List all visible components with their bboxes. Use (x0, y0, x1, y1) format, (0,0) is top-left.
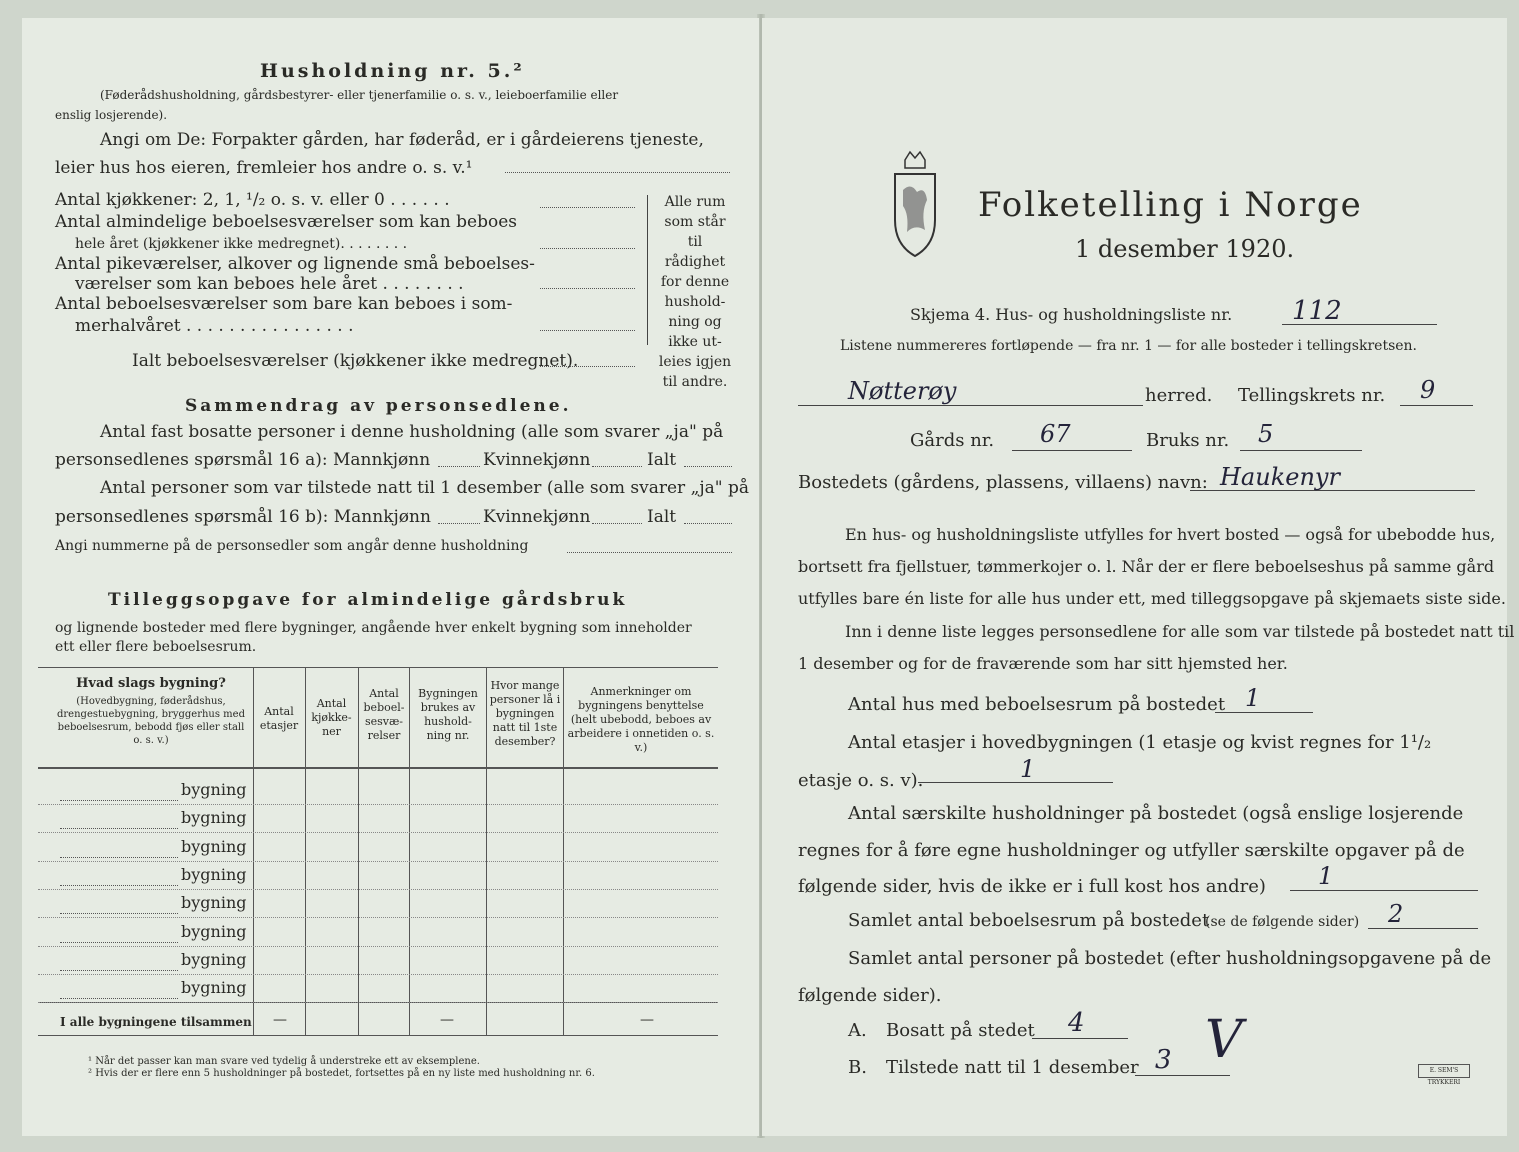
table-bottom-border (38, 1035, 718, 1036)
houses-label: Antal hus med beboelsesrum på bostedet (848, 694, 1226, 715)
header-used-by: Bygningen brukes av hushold-ning nr. (418, 687, 478, 742)
table-row (38, 1002, 718, 1003)
norway-coat-of-arms-icon (885, 150, 945, 260)
female-1-line (592, 466, 642, 467)
building-row-label: bygning (181, 836, 247, 856)
total-rooms-value: 2 (1388, 900, 1404, 928)
angi-answer-line (505, 172, 730, 173)
resident-label: Bosatt på stedet (886, 1020, 1035, 1041)
table-row (38, 946, 718, 947)
instructions-2b: 1 desember og for de fraværende som har sitt hjemsted her. (798, 654, 1288, 673)
total-persons-label-2: følgende sider). (798, 985, 942, 1006)
households-label-1: Antal særskilte husholdninger på bostedet (også enslige losjerende (848, 803, 1464, 824)
building-row-label: bygning (181, 978, 247, 998)
side-note (655, 192, 735, 392)
farm-number-value: 67 (1040, 420, 1071, 448)
summary-title: Sammendrag av personsedlene. (185, 396, 572, 416)
summary-line-1b: personsedlenes spørsmål 16 a): Mannkjønn (55, 450, 431, 470)
side-note-line: til andre. (662, 374, 728, 390)
census-date: 1 desember 1920. (1075, 235, 1295, 263)
district-label: Tellingskrets nr. (1238, 385, 1386, 406)
resident-value: 4 (1068, 1008, 1085, 1038)
building-row-label: bygning (181, 864, 247, 884)
question-summer-rooms-1: Antal beboelsesværelser som bare kan beboes i som- (55, 294, 513, 314)
instructions-2a: Inn i denne liste legges personsedlene for alle som var tilstede på bostedet natt til (845, 622, 1515, 641)
total-rooms-label: Samlet antal beboelsesrum på bostedet (848, 910, 1210, 931)
question-total-rooms: Ialt beboelsesværelser (kjøkkener ikke medregnet). (132, 351, 579, 371)
table-row (38, 804, 718, 805)
printer-stamp: E. SEM'S TRYKKERI (1418, 1064, 1470, 1078)
question-kitchens: Antal kjøkkener: 2, 1, ¹/₂ o. s. v. eller 0 . . . . . . (55, 190, 450, 210)
summary-line-1a: Antal fast bosatte personer i denne husholdning (alle som svarer „ja" på (100, 422, 724, 442)
residence-name-label: Bostedets (gårdens, plassens, villaens) navn: (798, 472, 1208, 493)
total-2-line (684, 523, 732, 524)
side-note-line: rådighet (664, 254, 726, 270)
total-label: I alle bygningene tilsammen (60, 1015, 252, 1029)
building-kind-line (60, 942, 178, 943)
rooms-answer-line (540, 248, 635, 249)
summary-total-1: Ialt (647, 450, 677, 470)
footnote-2: ² Hvis der er flere enn 5 husholdninger på bostedet, fortsettes på en ny liste med husholdning nr. 6. (88, 1068, 595, 1079)
floors-label-1: Antal etasjer i hovedbygningen (1 etasje og kvist regnes for 1¹/₂ (848, 732, 1432, 753)
building-kind-line (60, 828, 178, 829)
building-kind-line (60, 857, 178, 858)
table-row (38, 832, 718, 833)
checkmark: V (1205, 1010, 1243, 1070)
building-row-label: bygning (181, 808, 247, 828)
summary-total-2: Ialt (647, 507, 677, 527)
floors-value: 1 (1020, 755, 1036, 783)
header-floors: Antal etasjer (259, 705, 299, 732)
total-floors: — (273, 1012, 287, 1028)
municipality-label: herred. (1145, 385, 1213, 406)
table-row (38, 861, 718, 862)
total-remarks: — (640, 1012, 654, 1028)
side-note-line: leies igjen (658, 354, 732, 370)
building-row-label: bygning (181, 949, 247, 969)
form-number-label: Skjema 4. Hus- og husholdningsliste nr. (910, 305, 1233, 324)
census-title: Folketelling i Norge (978, 185, 1363, 225)
resident-label-letter: A. (848, 1020, 867, 1041)
numbers-answer-line (567, 552, 732, 553)
holding-number-label: Bruks nr. (1146, 430, 1230, 451)
building-kind-line (60, 998, 178, 999)
form-number-value: 112 (1292, 296, 1342, 326)
question-small-rooms-1: Antal pikeværelser, alkover og lignende små beboelses- (55, 254, 535, 274)
instructions-1b: bortsett fra fjellstuer, tømmerkojer o. l. Når der er flere beboelseshus på samme gård (798, 557, 1495, 576)
building-kind-line (60, 913, 178, 914)
angi-numbers: Angi nummerne på de personsedler som angår denne husholdning (55, 538, 529, 554)
side-note-line: hushold- (664, 294, 726, 310)
male-1-line (438, 466, 480, 467)
female-2-line (592, 523, 642, 524)
table-row (38, 974, 718, 975)
question-rooms-1: Antal almindelige beboelsesværelser som kan beboes (55, 212, 517, 232)
households-label-3: følgende sider, hvis de ikke er i full kost hos andre) (798, 876, 1266, 897)
summer-rooms-answer-line (540, 330, 635, 331)
header-remarks: Anmerkninger om bygningens benyttelse (helt ubebodd, beboes av arbeidere i onnetiden o. s. v.) (567, 685, 715, 754)
side-note-line: ning og (668, 314, 722, 330)
small-rooms-answer-line (540, 288, 635, 289)
farm-number-label: Gårds nr. (910, 430, 995, 451)
total-rooms-note: (se de følgende sider) (1205, 914, 1360, 930)
building-kind-line (60, 885, 178, 886)
holding-number-value: 5 (1258, 420, 1274, 448)
building-row-label: bygning (181, 893, 247, 913)
building-row-label: bygning (181, 921, 247, 941)
instructions-1a: En hus- og husholdningsliste utfylles for hvert bosted — også for ubebodde hus, (845, 525, 1496, 544)
table-header-border (38, 767, 718, 769)
summary-female-1: Kvinnekjønn (483, 450, 591, 470)
intro-line-2: enslig losjerende). (55, 108, 168, 122)
household-title: Husholdning nr. 5.² (260, 60, 525, 82)
present-label: Tilstede natt til 1 desember (886, 1057, 1139, 1078)
header-kind-sub: (Hovedbygning, føderådshus, drengestuebygning, bryggerhus med beboelsesrum, bebodd fjøs eller stall o. s. v.) (57, 696, 245, 746)
residence-name-value: Haukenyr (1220, 463, 1340, 491)
side-note-line: for denne (660, 274, 730, 290)
footnote-1: ¹ Når det passer kan man svare ved tydelig å understreke ett av eksemplene. (88, 1056, 480, 1067)
summary-female-2: Kvinnekjønn (483, 507, 591, 527)
district-value: 9 (1420, 376, 1436, 404)
table-top-border (38, 667, 718, 668)
angi-line-2: leier hus hos eieren, fremleier hos andre o. s. v.¹ (55, 158, 473, 178)
total-1-line (684, 466, 732, 467)
header-persons: Hvor mange personer lå i bygningen natt til 1ste desember? (489, 679, 561, 748)
supplement-line-2: ett eller flere beboelsesrum. (55, 639, 257, 655)
building-row-label: bygning (181, 780, 247, 799)
houses-value: 1 (1245, 684, 1261, 712)
households-label-2: regnes for å føre egne husholdninger og utfyller særskilte opgaver på de (798, 840, 1465, 861)
supplement-title: Tilleggsopgave for almindelige gårdsbruk (108, 590, 628, 610)
intro-line-1: (Føderådshusholdning, gårdsbestyrer- eller tjenerfamilie o. s. v., leieboerfamilie eller (100, 88, 619, 102)
total-used-by: — (440, 1012, 454, 1028)
kitchens-answer-line (540, 207, 635, 208)
angi-line-1: Angi om De: Forpakter gården, har føderåd, er i gårdeierens tjeneste, (100, 130, 704, 150)
numbering-note: Listene nummereres fortløpende — fra nr. 1 — for alle bosteder i tellingskretsen. (840, 338, 1418, 354)
table-row (38, 889, 718, 890)
instructions-1c: utfylles bare én liste for alle hus under ett, med tilleggsopgave på skjemaets siste side. (798, 589, 1506, 608)
total-rooms-answer-line (540, 366, 635, 367)
present-label-letter: B. (848, 1057, 867, 1078)
side-note-line: ikke ut- (668, 334, 722, 350)
side-note-line: som står til (664, 214, 726, 250)
building-table (38, 655, 718, 1040)
summary-line-2a: Antal personer som var tilstede natt til 1 desember (alle som svarer „ja" på (100, 478, 750, 498)
table-row (38, 917, 718, 918)
floors-label-2: etasje o. s. v). (798, 770, 924, 791)
male-2-line (438, 523, 480, 524)
supplement-line-1: og lignende bosteder med flere bygninger, angående hver enkelt bygning som inneholder (55, 620, 692, 636)
present-value: 3 (1155, 1045, 1172, 1075)
summary-line-2b: personsedlenes spørsmål 16 b): Mannkjønn (55, 507, 431, 527)
building-kind-line (60, 970, 178, 971)
header-kitchens: Antal kjøkke-ner (311, 697, 352, 738)
total-persons-label-1: Samlet antal personer på bostedet (efter husholdningsopgavene på de (848, 948, 1492, 969)
bracket (642, 195, 648, 345)
households-value: 1 (1318, 862, 1334, 890)
building-kind-line (60, 800, 178, 801)
side-note-line: Alle rum (664, 194, 726, 210)
header-rooms: Antal beboel-sesvæ-relser (363, 687, 405, 742)
municipality-value: Nøtterøy (848, 377, 957, 405)
question-small-rooms-2: værelser som kan beboes hele året . . . . . . . . (75, 274, 464, 294)
question-rooms-2: hele året (kjøkkener ikke medregnet). . . . . . . . (75, 236, 408, 252)
question-summer-rooms-2: merhalvåret . . . . . . . . . . . . . . . . (75, 316, 354, 336)
header-kind: Hvad slags bygning? (76, 676, 226, 691)
